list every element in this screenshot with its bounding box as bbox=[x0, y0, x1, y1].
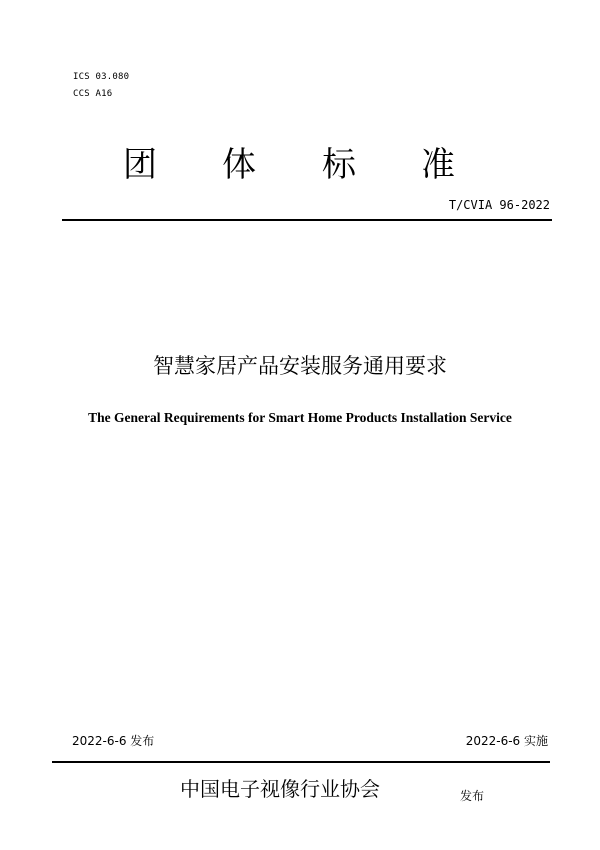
standard-type-char-1: 团 bbox=[123, 145, 157, 185]
publisher-suffix: 发布 bbox=[460, 789, 485, 803]
ics-code: ICS 03.080 bbox=[73, 72, 130, 82]
standard-number: T/CVIA 96-2022 bbox=[448, 198, 550, 212]
standard-type-char-4: 准 bbox=[421, 145, 455, 185]
publish-date: 2022-6-6 发布 bbox=[72, 734, 155, 748]
bottom-divider bbox=[52, 761, 550, 763]
standard-type-char-3: 标 bbox=[322, 145, 356, 185]
top-divider bbox=[62, 219, 552, 221]
publisher-name: 中国电子视像行业协会 bbox=[180, 777, 380, 801]
standard-type-char-2: 体 bbox=[222, 145, 256, 185]
title-english: The General Requirements for Smart Home Products Installation Service bbox=[88, 410, 512, 425]
title-chinese: 智慧家居产品安装服务通用要求 bbox=[153, 354, 447, 378]
ccs-code: CCS A16 bbox=[73, 89, 113, 99]
implement-date: 2022-6-6 实施 bbox=[465, 734, 548, 748]
